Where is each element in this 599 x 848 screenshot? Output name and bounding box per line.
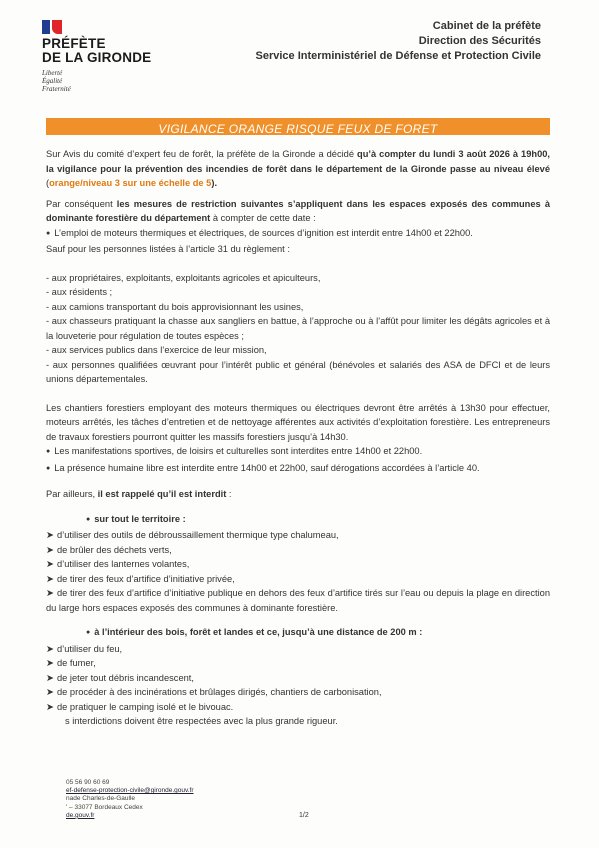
header-line-cabinet: Cabinet de la préfète <box>432 20 541 32</box>
section-interieur-title: ● à l’intérieur des bois, forêt et landes et ce, jusqu’à une distance de 200 m : <box>46 625 550 642</box>
header-line-direction: Direction des Sécurités <box>418 35 541 47</box>
contact-footer <box>66 779 194 820</box>
bullet-manifestations: ● Les manifestations sportives, de loisirs et culturelles sont interdites entre 14h00 et 22h00. <box>46 444 550 461</box>
footer-address-2: ' – 33077 Bordeaux Cedex <box>66 803 143 811</box>
footer-email-link[interactable]: ef-defense-protection-civile@gironde.gouv.fr <box>66 787 194 795</box>
prohibition-item: ➤ d’utiliser des lanternes volantes, <box>46 557 550 572</box>
issuing-service <box>256 19 542 64</box>
arrow-bullet-icon: ➤ <box>46 530 54 540</box>
intro-paragraph: Sur Avis du comité d’expert feu de forêt, la préfète de la Gironde a décidé qu’à compter du lundi 3 août 2026 à 19h00, la vigilance pour la prévention des incendies de forêt dans le département de la Gironde passe au niveau élevé (orange/niveau 3 sur une échelle de 5). <box>46 149 550 188</box>
exception-item: - aux chasseurs pratiquant la chasse aux sangliers en battue, à l’approche ou à l’affût pour limiter les dégâts agricoles et à la louveterie pour régulation de toutes espèces ; <box>46 316 550 341</box>
arrow-bullet-icon: ➤ <box>46 701 54 712</box>
exception-item: - aux services publics dans l’exercice de leur mission, <box>46 345 267 355</box>
exception-intro: Sauf pour les personnes listées à l’article 31 du règlement : <box>46 244 290 254</box>
prohibition-item: ➤ de fumer, <box>46 656 550 671</box>
republic-motto: Liberté Égalité Fraternité <box>42 69 71 93</box>
prohibition-item: ➤ d’utiliser du feu, <box>46 642 550 657</box>
page-number: 1/2 <box>299 812 309 819</box>
header-line-service: Service Interministériel de Défense et Protection Civile <box>255 50 541 62</box>
exception-item: - aux résidents ; <box>46 287 113 297</box>
footer-website-link[interactable]: de.gouv.fr <box>66 811 95 819</box>
prohibition-item: ➤ de brûler des déchets verts, <box>46 543 550 558</box>
org-name: PRÉFÈTE DE LA GIRONDE <box>42 36 152 65</box>
arrow-bullet-icon: ➤ <box>46 573 54 584</box>
bullet-presence: ● La présence humaine libre est interdite entre 14h00 et 22h00, sauf dérogations accordées à l’article 40. <box>46 461 550 478</box>
exception-item: - aux personnes qualifiées œuvrant pour l’intérêt public et général (bénévoles et salariés des ASA de DFCI et de leurs unions départementales. <box>46 359 550 384</box>
prohibition-item: ➤ de procéder à des incinérations et brûlages dirigés, chantiers de carbonisation, <box>46 685 550 700</box>
arrow-bullet-icon: ➤ <box>46 544 54 555</box>
section-territoire-title: ● sur tout le territoire : <box>46 512 550 529</box>
footer-phone: 05 56 90 60 69 <box>66 779 110 786</box>
footer-address-1: nade Charles-de-Gaulle <box>66 795 136 803</box>
restriction-paragraph: Par conséquent les mesures de restriction suivantes s’appliquent dans les espaces exposés des communes à dominante forestière du département à compter de cette date : <box>46 198 550 223</box>
banner-title: VIGILANCE ORANGE RISQUE FEUX DE FORET <box>158 122 438 136</box>
chantiers-paragraph: Les chantiers forestiers employant des moteurs thermiques ou électriques devront être arrêtés à 13h30 pour effectuer, moteurs arrêtés, les tâches d’entretien et de nettoyage afférentes aux activités d’exploitation forestière. Les entrepreneurs de travaux forestiers pourront quitter les massifs forestiers jusqu’à 14h30. <box>46 402 550 442</box>
exception-item: - aux propriétaires, exploitants, exploitants agricoles et apiculteurs, <box>46 272 321 283</box>
prohibition-item: ➤ d’utiliser des outils de débroussaillement thermique type chalumeau, <box>46 528 550 543</box>
prohibition-item: ➤ de jeter tout débris incandescent, <box>46 671 550 686</box>
arrow-bullet-icon: ➤ <box>46 559 54 569</box>
document-body <box>46 147 550 729</box>
arrow-bullet-icon: ➤ <box>46 687 54 697</box>
prohibition-item: ➤ de tirer des feux d’artifice d’initiative privée, <box>46 572 550 587</box>
restriction-bullet-engines: ● L’emploi de moteurs thermiques et électriques, de sources d’ignition est interdit entre 14h00 et 22h00. <box>46 226 550 243</box>
arrow-bullet-icon: ➤ <box>46 643 54 654</box>
arrow-bullet-icon: ➤ <box>46 588 54 598</box>
arrow-bullet-icon: ➤ <box>46 658 54 668</box>
marianne-flag-icon <box>42 20 64 34</box>
arrow-bullet-icon: ➤ <box>46 672 54 683</box>
exception-item: - aux camions transportant du bois approvisionnant les usines, <box>46 301 304 312</box>
prohibition-item: ➤ de pratiquer le camping isolé et le bivouac. <box>46 700 550 715</box>
prohibition-item: ➤ de tirer des feux d’artifice d’initiative publique en dehors des feux d’artifice tirés sur l’eau ou depuis la plage en direction du large hors espaces exposés des communes à dominante forestière. <box>46 588 550 613</box>
vigilance-banner <box>46 118 550 135</box>
closing-line: s interdictions doivent être respectées avec la plus grande rigueur. <box>65 716 338 726</box>
rappel-paragraph: Par ailleurs, il est rappelé qu’il est interdit : <box>46 489 232 499</box>
